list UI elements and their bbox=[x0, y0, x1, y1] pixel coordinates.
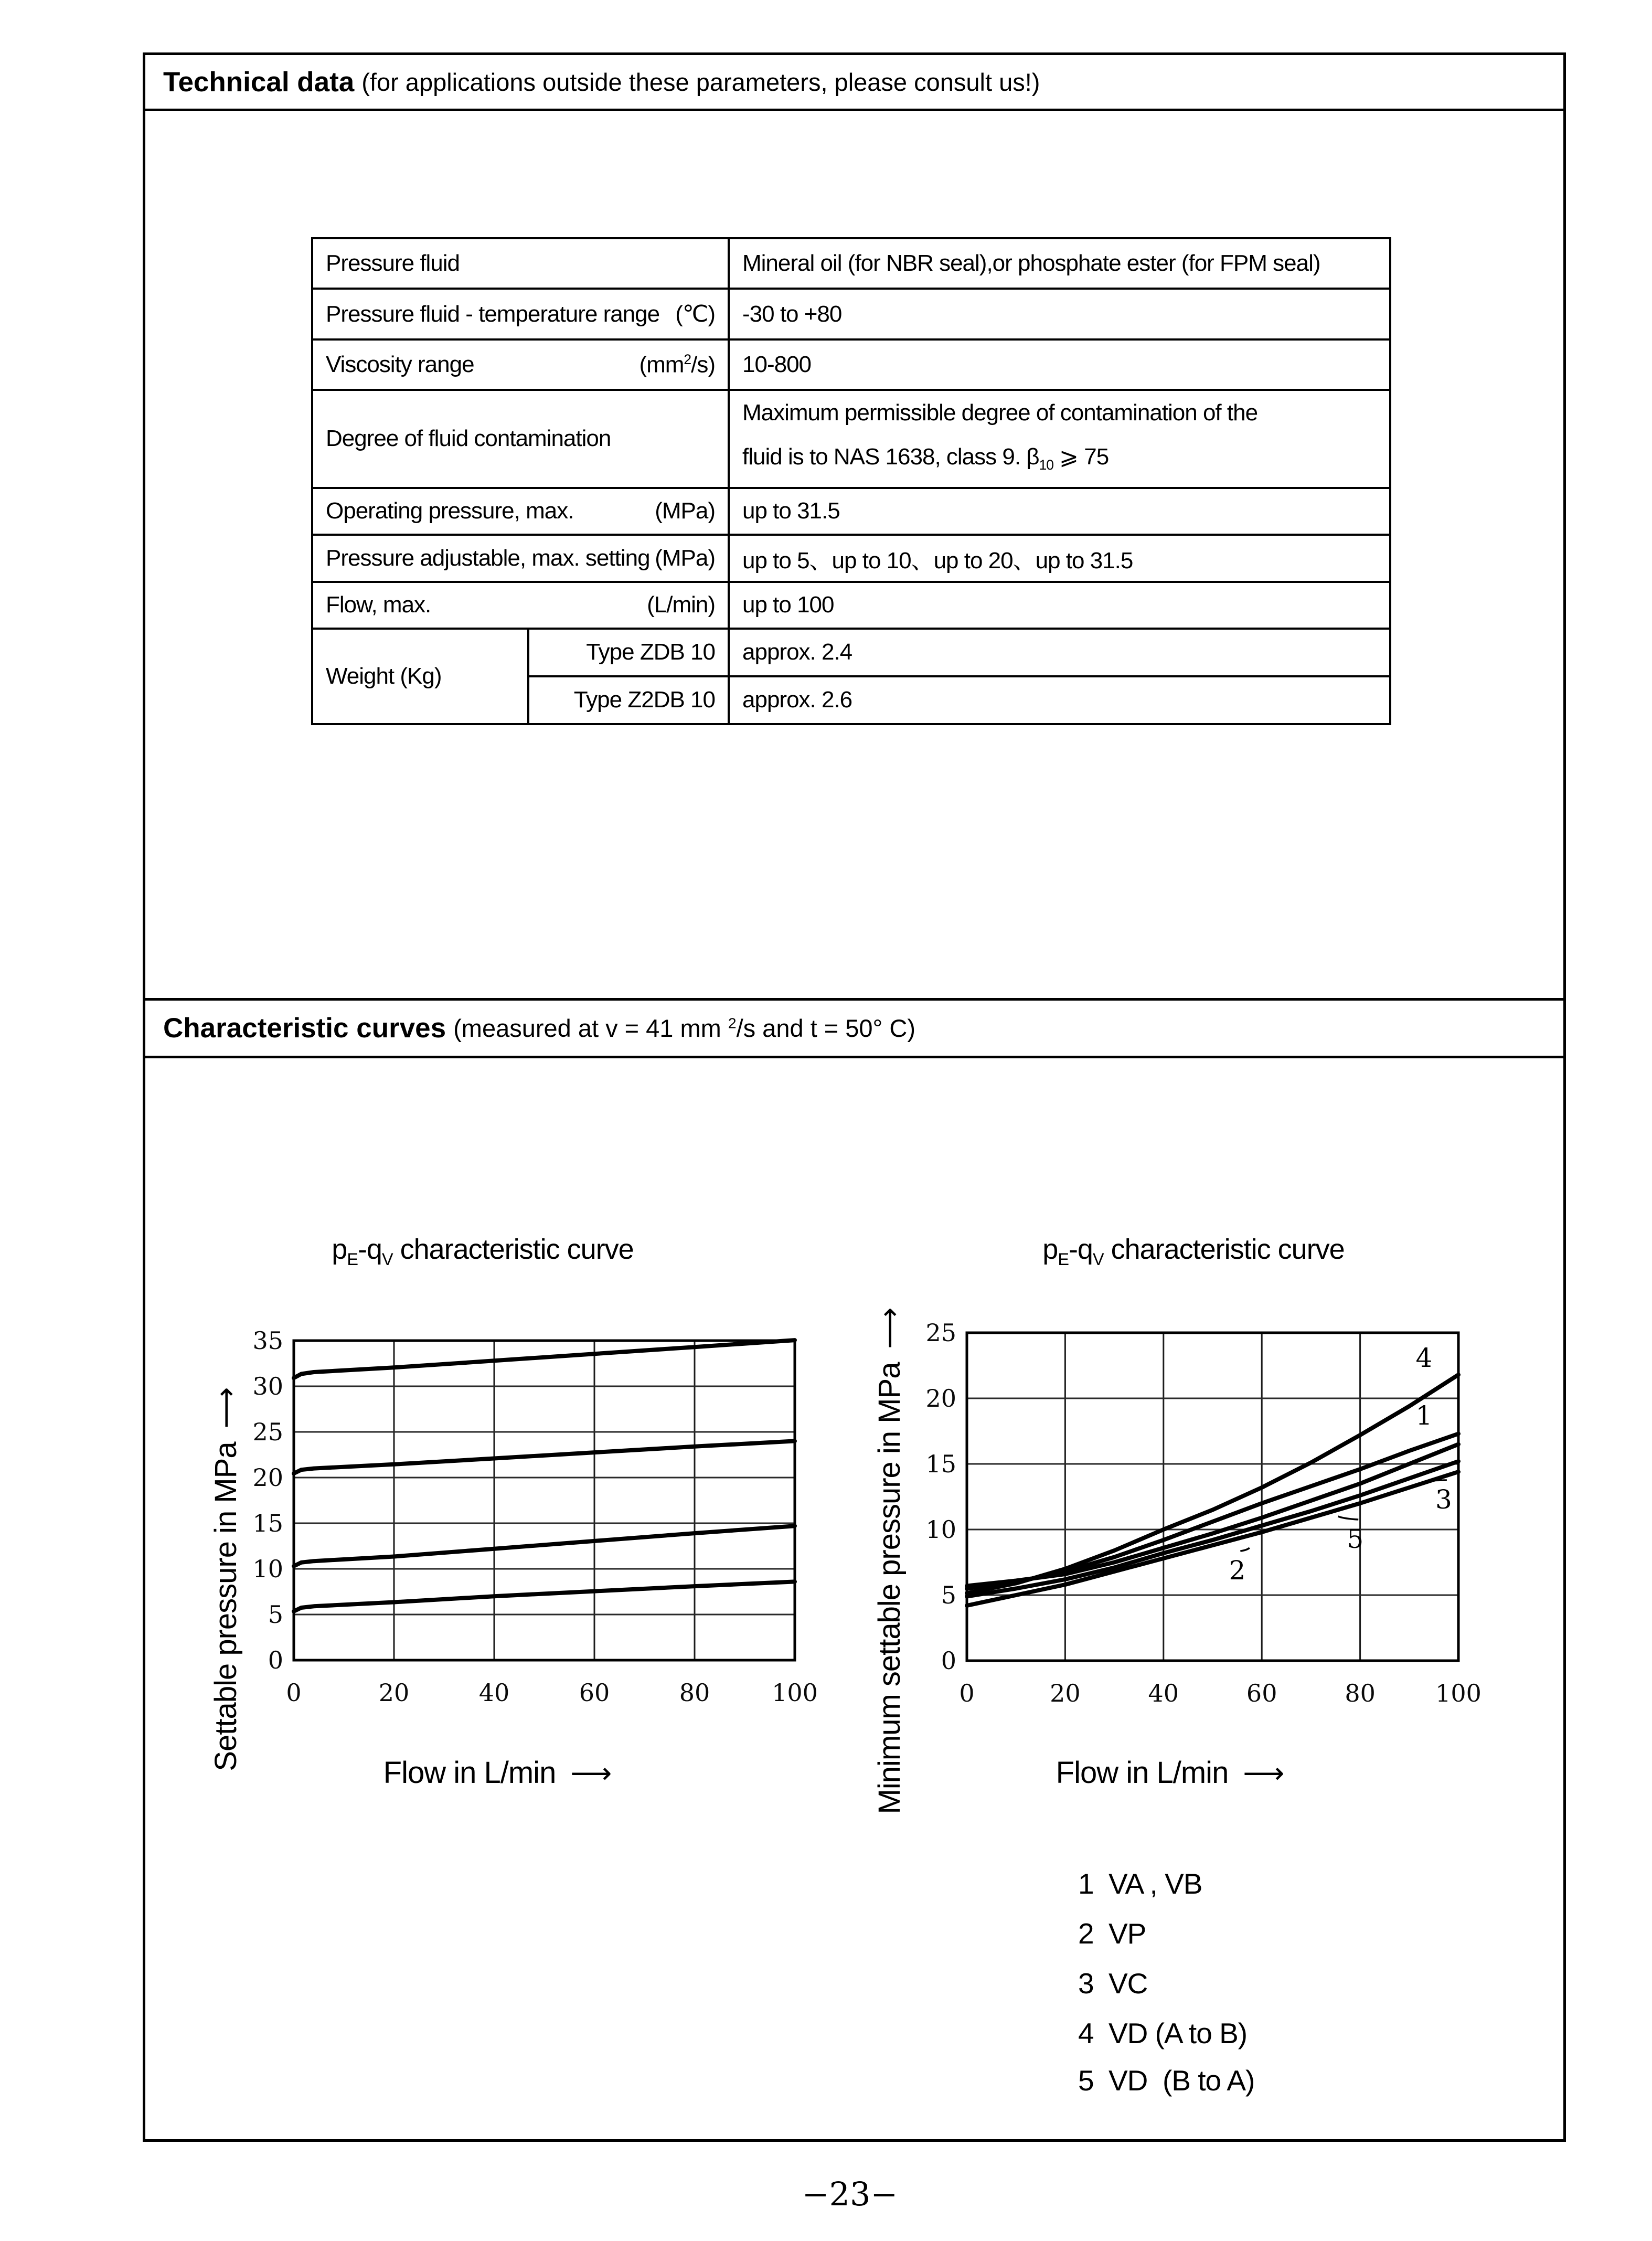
x-tick-label: 20 bbox=[1050, 1679, 1081, 1707]
legend-label: VD (B to A) bbox=[1109, 2064, 1255, 2097]
row-label-cell bbox=[312, 238, 729, 289]
row-label: Pressure fluid - temperature range bbox=[326, 301, 660, 327]
legend-number: 3 bbox=[1078, 1967, 1094, 2000]
row-label-cell bbox=[312, 535, 729, 582]
table-row bbox=[312, 390, 1390, 488]
y-tick-label: 20 bbox=[252, 1463, 283, 1492]
curve-label-leader bbox=[1338, 1516, 1358, 1520]
row-label: Viscosity range bbox=[326, 352, 474, 377]
x-tick-label: 100 bbox=[772, 1679, 818, 1707]
curve-pressure-stage-10-mpa bbox=[294, 1526, 795, 1566]
row-value-cell bbox=[729, 238, 1390, 289]
row-value-cell bbox=[729, 289, 1390, 339]
row-unit: (MPa) bbox=[655, 545, 715, 571]
row-value-cell bbox=[729, 582, 1390, 629]
table-row bbox=[312, 339, 1390, 390]
y-tick-label: 5 bbox=[268, 1600, 283, 1629]
left-chart-svg bbox=[231, 1307, 866, 1747]
row-label-cell bbox=[312, 289, 729, 339]
row-unit: (℃) bbox=[675, 301, 715, 327]
legend-item bbox=[1078, 2062, 1254, 2099]
x-tick-label: 40 bbox=[1148, 1679, 1179, 1707]
y-tick-label: 25 bbox=[252, 1418, 283, 1446]
row-value-line1: Maximum permissible degree of contamination of the bbox=[742, 400, 1258, 426]
table-row bbox=[312, 238, 1390, 289]
row-label: Flow, max. bbox=[326, 592, 431, 618]
up-arrow-icon: ⟶ bbox=[209, 1387, 242, 1429]
table-row bbox=[312, 289, 1390, 339]
legend-number: 5 bbox=[1078, 2064, 1094, 2097]
row-unit: (Kg) bbox=[400, 663, 442, 689]
row-value: -30 to +80 bbox=[742, 301, 842, 327]
row-value-cell bbox=[729, 339, 1390, 390]
x-tick-label: 0 bbox=[959, 1679, 975, 1707]
row-value: Mineral oil (for NBR seal),or phosphate ester (for FPM seal) bbox=[742, 250, 1320, 276]
table-row bbox=[312, 582, 1390, 629]
curve-pressure-stage-20-mpa bbox=[294, 1441, 795, 1473]
y-tick-label: 35 bbox=[252, 1326, 283, 1355]
curve-number-label: 2 bbox=[1229, 1555, 1246, 1586]
table-row bbox=[312, 535, 1390, 582]
characteristic-curves-subtitle: (measured at v = 41 mm $^2$/s and t = 50° C) bbox=[453, 1014, 916, 1042]
curve-number-label: 3 bbox=[1435, 1484, 1452, 1515]
row-value: up to 100 bbox=[742, 592, 834, 618]
right-chart-title: $p_E-q_V$ characteristic curve bbox=[1042, 1234, 1345, 1269]
row-label-cell bbox=[312, 390, 729, 488]
curve-2-vp bbox=[967, 1445, 1458, 1586]
plot-border bbox=[294, 1341, 795, 1660]
characteristic-curves-header bbox=[143, 998, 1566, 1058]
left-chart-ylabel: Settable pressure in MPa ⟶ bbox=[208, 1387, 243, 1771]
curve-number-label: 1 bbox=[1415, 1400, 1433, 1431]
x-tick-label: 60 bbox=[579, 1679, 610, 1707]
row-unit: $(mm^2/s)$ bbox=[639, 351, 715, 378]
curve-label-leader bbox=[1426, 1480, 1447, 1481]
x-tick-label: 40 bbox=[478, 1679, 510, 1707]
legend-item bbox=[1078, 1915, 1146, 1952]
x-tick-label: 80 bbox=[679, 1679, 710, 1707]
row-label: Pressure fluid bbox=[326, 250, 460, 276]
up-arrow-icon: ⟶ bbox=[872, 1308, 906, 1349]
right-chart-xlabel: Flow in L/min ⟶ bbox=[1056, 1756, 1284, 1790]
legend-label: VP bbox=[1109, 1917, 1146, 1950]
table-row bbox=[312, 488, 1390, 535]
y-tick-label: 15 bbox=[925, 1450, 956, 1478]
row-value-cell: approx. 2.6 bbox=[729, 676, 1390, 724]
legend-number: 2 bbox=[1078, 1917, 1094, 1950]
row-value: up to 5、up to 10、up to 20、up to 31.5 bbox=[742, 547, 1133, 573]
row-value-cell bbox=[729, 390, 1390, 488]
page-number: −23− bbox=[802, 2175, 898, 2213]
right-chart-ylabel: Minimum settable pressure in MPa ⟶ bbox=[872, 1308, 907, 1814]
legend-label: VA , VB bbox=[1109, 1867, 1202, 1900]
curve-4-vd-a-to-b- bbox=[967, 1375, 1458, 1593]
weight-label-cell bbox=[312, 629, 528, 724]
table-row bbox=[312, 629, 1390, 676]
row-value-line2: fluid is to NAS 1638, class 9. $\beta_{10}$ ⩾ 75 bbox=[742, 444, 1109, 473]
x-tick-label: 80 bbox=[1345, 1679, 1376, 1707]
y-tick-label: 10 bbox=[925, 1515, 956, 1544]
y-tick-label: 25 bbox=[925, 1319, 956, 1347]
legend-label: VD (A to B) bbox=[1109, 2017, 1248, 2049]
x-tick-label: 20 bbox=[378, 1679, 410, 1707]
row-label-cell bbox=[312, 339, 729, 390]
row-unit: (L/min) bbox=[647, 592, 715, 618]
x-tick-label: 0 bbox=[286, 1679, 302, 1707]
legend-number: 4 bbox=[1078, 2017, 1094, 2049]
technical-data-table bbox=[311, 237, 1391, 725]
x-tick-label: 60 bbox=[1246, 1679, 1277, 1707]
right-chart-svg bbox=[892, 1299, 1527, 1745]
y-tick-label: 10 bbox=[252, 1555, 283, 1583]
weight-type-cell: Type ZDB 10 bbox=[528, 629, 729, 676]
left-chart-title: $p_E-q_V$ characteristic curve bbox=[332, 1234, 634, 1269]
row-unit: (MPa) bbox=[655, 498, 715, 524]
row-label: Weight bbox=[326, 663, 395, 689]
left-chart-xlabel: Flow in L/min ⟶ bbox=[383, 1756, 612, 1790]
row-label: Degree of fluid contamination bbox=[326, 426, 611, 452]
legend-item bbox=[1078, 1965, 1147, 2002]
curve-pressure-stage-31-5-mpa bbox=[294, 1340, 795, 1378]
curve-pressure-stage-5-mpa bbox=[294, 1581, 795, 1611]
row-label: Pressure adjustable, max. setting bbox=[326, 545, 650, 571]
legend-number: 1 bbox=[1078, 1867, 1094, 1900]
y-tick-label: 0 bbox=[941, 1647, 956, 1675]
characteristic-curves-title: Characteristic curves bbox=[163, 1013, 446, 1044]
y-tick-label: 15 bbox=[252, 1509, 283, 1537]
row-value: 10-800 bbox=[742, 352, 812, 377]
y-tick-label: 30 bbox=[252, 1372, 283, 1400]
right-arrow-icon: ⟶ bbox=[570, 1756, 612, 1790]
curve-label-leader bbox=[1240, 1548, 1249, 1551]
curve-number-label: 5 bbox=[1347, 1524, 1364, 1554]
row-label: Operating pressure, max. bbox=[326, 498, 574, 524]
row-label-cell bbox=[312, 582, 729, 629]
row-value-cell bbox=[729, 488, 1390, 535]
row-label-cell bbox=[312, 488, 729, 535]
technical-data-header bbox=[143, 52, 1566, 111]
row-value: up to 31.5 bbox=[742, 498, 840, 524]
y-tick-label: 20 bbox=[925, 1384, 956, 1412]
weight-type-cell: Type Z2DB 10 bbox=[528, 676, 729, 724]
row-value-cell: approx. 2.4 bbox=[729, 629, 1390, 676]
curve-number-label: 4 bbox=[1415, 1343, 1433, 1373]
legend-item bbox=[1078, 2015, 1247, 2052]
legend-label: VC bbox=[1109, 1967, 1148, 2000]
technical-data-title: Technical data bbox=[163, 66, 355, 98]
x-tick-label: 100 bbox=[1435, 1679, 1482, 1707]
technical-data-subtitle: (for applications outside these parameters, please consult us!) bbox=[361, 68, 1040, 96]
row-value-cell bbox=[729, 535, 1390, 582]
legend-item bbox=[1078, 1865, 1202, 1902]
y-tick-label: 5 bbox=[941, 1581, 956, 1609]
right-arrow-icon: ⟶ bbox=[1243, 1756, 1284, 1790]
y-tick-label: 0 bbox=[268, 1646, 283, 1674]
